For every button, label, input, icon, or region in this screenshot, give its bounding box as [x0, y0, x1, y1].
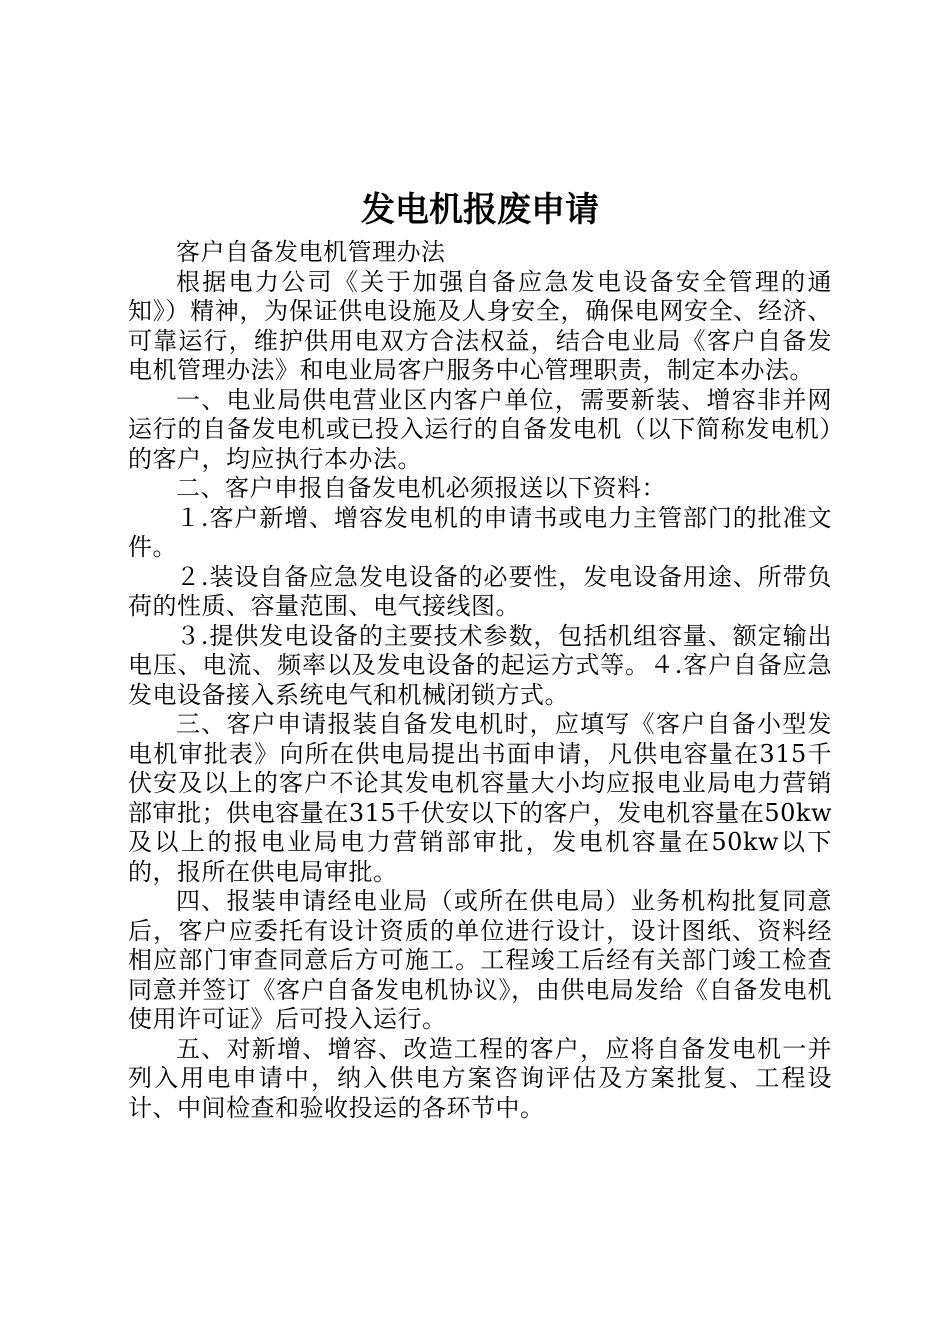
paragraph-section-1: 一、电业局供电营业区内客户单位，需要新装、增容非并网运行的自备发电机或已投入运行的自备发电机（以下简称发电机）的客户，均应执行本办法。 — [128, 385, 832, 473]
paragraph-section-5: 五、对新增、增容、改造工程的客户，应将自备发电机一并列入用电申请中，纳入供电方案咨询评估及方案批复、工程设计、中间检查和验收投运的各环节中。 — [128, 1034, 832, 1122]
paragraph-intro: 根据电力公司《关于加强自备应急发电设备安全管理的通知》）精神，为保证供电设施及人身安全，确保电网安全、经济、可靠运行，维护供用电双方合法权益，结合电业局《客户自备发电机管理办法》和电业局客户服务中心管理职责，制定本办法。 — [128, 267, 832, 384]
document-title: 发电机报废申请 — [361, 190, 599, 230]
paragraph-section-2: 二、客户申报自备发电机必须报送以下资料： — [176, 474, 666, 502]
paragraph-section-4: 四、报装申请经电业局（或所在供电局）业务机构批复同意后，客户应委托有设计资质的单位进行设计，设计图纸、资料经相应部门审查同意后方可施工。工程竣工后经有关部门竣工检查同意并签订《客户自备发电机协议》，由供电局发给《自备发电机使用许可证》后可投入运行。 — [128, 887, 832, 1033]
paragraph-heading: 客户自备发电机管理办法 — [176, 238, 446, 266]
document-body — [128, 238, 832, 1123]
paragraph-item-1: １.客户新增、增容发电机的申请书或电力主管部门的批准文件。 — [128, 503, 832, 561]
paragraph-section-3: 三、客户申请报装自备发电机时，应填写《客户自备小型发电机审批表》向所在供电局提出书面申请，凡供电容量在315千伏安及以上的客户不论其发电机容量大小均应报电业局电力营销部审批；供电容量在315千伏安以下的客户，发电机容量在50kw及以上的报电业局电力营销部审批，发电机容量在50kw以下的，报所在供电局审批。 — [128, 710, 832, 886]
paragraph-item-2: ２.装设自备应急发电设备的必要性，发电设备用途、所带负荷的性质、容量范围、电气接线图。 — [128, 562, 832, 620]
paragraph-item-3: ３.提供发电设备的主要技术参数，包括机组容量、额定输出电压、电流、频率以及发电设备的起运方式等。４.客户自备应急发电设备接入系统电气和机械闭锁方式。 — [128, 621, 832, 709]
